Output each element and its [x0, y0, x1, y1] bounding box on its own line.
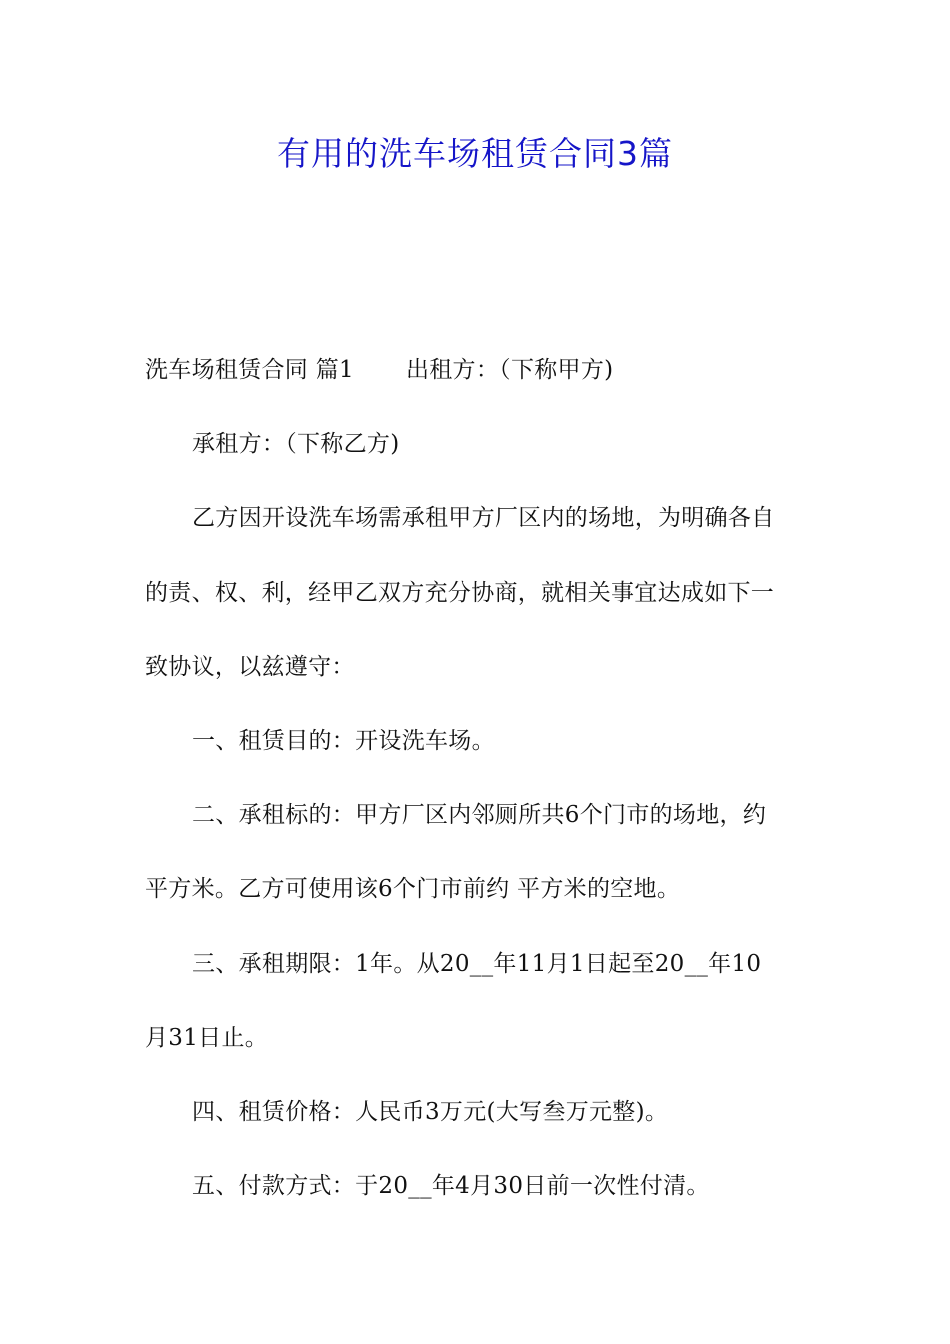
document-title: 有用的洗车场租赁合同3篇: [277, 134, 673, 173]
paragraph-line: 五、付款方式：于20__年4月30日前一次性付清。: [192, 1173, 710, 1200]
paragraph-line: 四、租赁价格：人民币3万元(大写叁万元整)。: [192, 1099, 669, 1126]
paragraph-line: 承租方：（下称乙方): [192, 431, 400, 458]
paragraph-line: 的责、权、利，经甲乙双方充分协商，就相关事宜达成如下一: [145, 579, 775, 606]
document-body: [145, 333, 805, 1223]
paragraph-line: 三、承租期限：1年。从20__年11月1日起至20__年10: [192, 950, 762, 977]
paragraph-line: 致协议，以兹遵守：: [145, 653, 355, 680]
paragraph-line: 平方米。乙方可使用该6个门市前约 平方米的空地。: [145, 876, 681, 903]
paragraph-line: 乙方因开设洗车场需承租甲方厂区内的场地，为明确各自: [192, 505, 775, 532]
paragraph-line: 二、承租标的：甲方厂区内邻厕所共6个门市的场地，约: [192, 802, 767, 829]
lessor-label: 出租方：（下称甲方): [405, 357, 614, 383]
paragraph-line: [145, 333, 805, 407]
paragraph-line: 一、租赁目的：开设洗车场。: [192, 728, 495, 755]
section-heading: 洗车场租赁合同 篇1: [145, 357, 354, 383]
paragraph-line: 月31日止。: [145, 1024, 269, 1051]
